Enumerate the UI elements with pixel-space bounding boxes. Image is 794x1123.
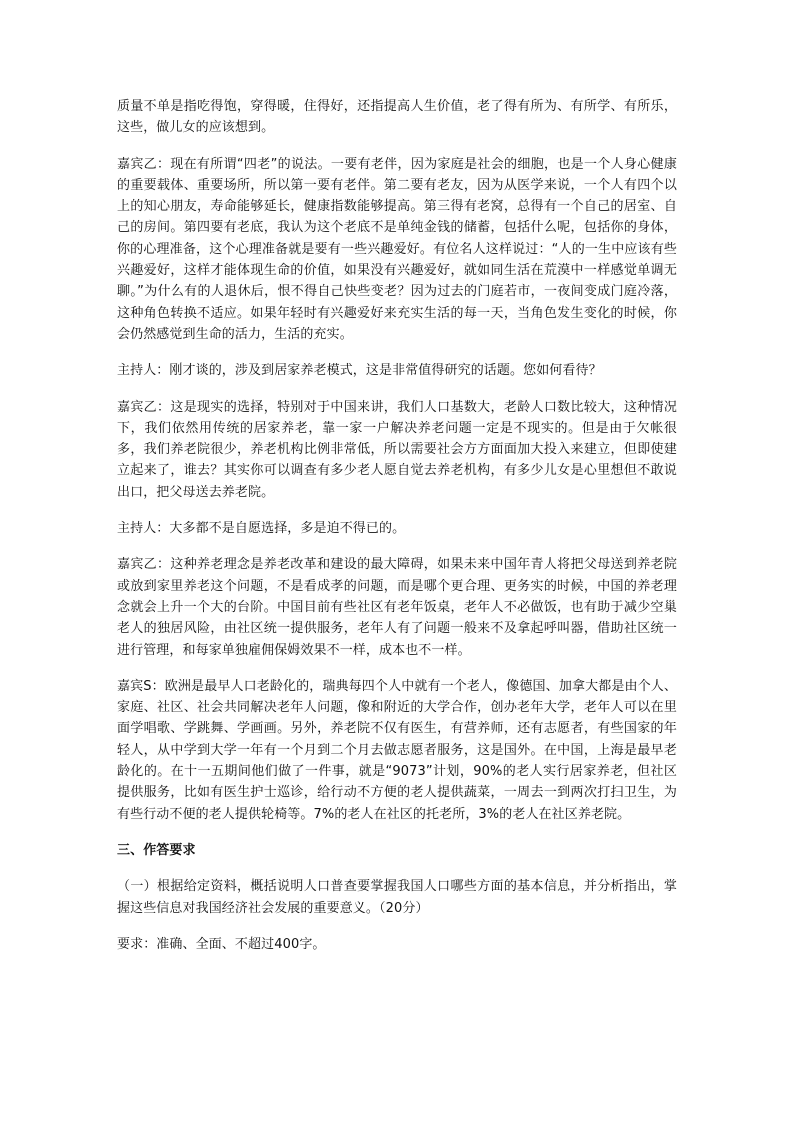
question-text: （一）根据给定资料，概括说明人口普查要掌握我国人口哪些方面的基本信息，并分析指出，掌握这些信息对我国经济社会发展的重要意义。（20分） — [117, 879, 677, 916]
paragraph: 主持人：刚才谈的，涉及到居家养老模式，这是非常值得研究的话题。您如何看待？ — [117, 363, 602, 379]
document-body — [117, 96, 677, 970]
paragraph: 嘉宾乙：现在有所谓“四老”的说法。一要有老伴，因为家庭是社会的细胞，也是一个人身心健康的重要载体、重要场所，所以第一要有老伴。第二要有老友，因为从医学来说，一个人有四个以上的知心朋友，寿命能够延长，健康指数能够提高。第三得有老窝，总得有一个自己的居室、自己的房间。第四要有老底，我认为这个老底不是单纯金钱的储蓄，包括什么呢，包括你的身体，你的心理准备，这个心理准备就是要有一些兴趣爱好。有位名人这样说过：“人的一生中应该有些兴趣爱好，这样才能体现生命的价值，如果没有兴趣爱好，就如同生活在荒漠中一样感觉单调无聊。”为什么有的人退休后，恨不得自己快些变老？因为过去的门庭若市，一夜间变成门庭冷落，这种角色转换不适应。如果年轻时有兴趣爱好来充实生活的每一天，当角色发生变化的时候，你会仍然感觉到生命的活力，生活的充实。 — [117, 156, 677, 342]
answer-requirement: 要求：准确、全面、不超过400字。 — [117, 936, 326, 952]
paragraph: 嘉宾乙：这是现实的选择，特别对于中国来讲，我们人口基数大，老龄人口数比较大，这种情况下，我们依然用传统的居家养老，靠一家一户解决养老问题一定是不现实的。但是由于欠帐很多，我们养老院很少，养老机构比例非常低，所以需要社会方方面面加大投入来建立，但即使建立起来了，谁去？其实你可以调查有多少老人愿自觉去养老机构，有多少儿女是心里想但不敢说出口，把父母送去养老院。 — [117, 399, 677, 500]
section-heading: 三、作答要求 — [117, 842, 196, 858]
paragraph: 质量不单是指吃得饱，穿得暖，住得好，还指提高人生价值，老了得有所为、有所学、有所乐，这些，做儿女的应该想到。 — [117, 99, 677, 136]
paragraph: 主持人：大多都不是自愿选择，多是迫不得已的。 — [117, 521, 406, 537]
paragraph: 嘉宾乙：这种养老理念是养老改革和建设的最大障碍，如果未来中国年青人将把父母送到养老院或放到家里养老这个问题，不是看成孝的问题，而是哪个更合理、更务实的时候，中国的养老理念就会上升一个大的台阶。中国目前有些社区有老年饭桌，老年人不必做饭，也有助于减少空巢老人的独居风险，由社区统一提供服务，老年人有了问题一般来不及拿起呼叫器，借助社区统一进行管理，和每家单独雇佣保姆效果不一样，成本也不一样。 — [117, 557, 677, 658]
paragraph: 嘉宾S：欧洲是最早人口老龄化的，瑞典每四个人中就有一个老人，像德国、加拿大都是由个人、家庭、社区、社会共同解决老年人问题，像和附近的大学合作，创办老年大学，老年人可以在里面学唱歌、学跳舞、学画画。另外，养老院不仅有医生，有营养师，还有志愿者，有些国家的年轻人，从中学到大学一年有一个月到二个月去做志愿者服务，这是国外。在中国，上海是最早老龄化的。在十一五期间他们做了一件事，就是“9073”计划，90%的老人实行居家养老，但社区提供服务，比如有医生护士巡诊，给行动不方便的老人提供蔬菜，一周去一到两次打扫卫生，为有些行动不便的老人提供轮椅等。7%的老人在社区的托老所，3%的老人在社区养老院。 — [117, 678, 677, 822]
